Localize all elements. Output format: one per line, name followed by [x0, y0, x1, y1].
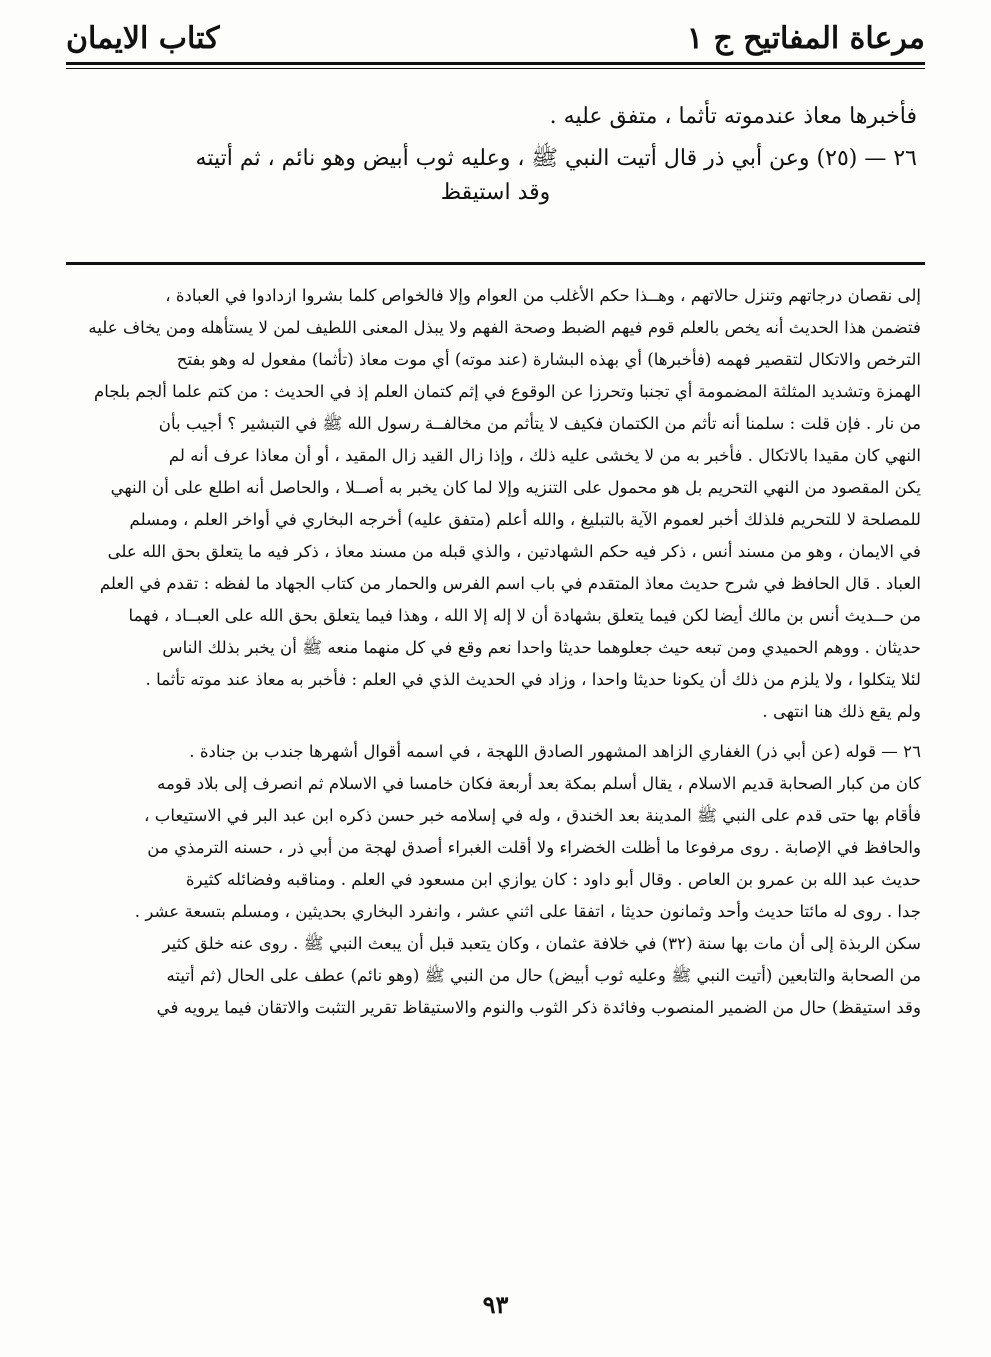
commentary-line: والحافظ في الإصابة . روى مرفوعا ما أظلت الخضراء ولا أقلت الغبراء أصدق لهجة من أبي ذر ، حسنه الترمذي من [147, 838, 921, 857]
commentary-line: كان من كبار الصحابة قديم الاسلام ، يقال أسلم بمكة بعد أربعة فكان خامسا في الاسلام ثم انصرف إلى بلاد قومه [157, 774, 921, 793]
commentary-line: حديثان . ووهم الحميدي ومن تبعه حيث جعلوهما حديثا واحدا نعم وقع في كل منهما منعه ﷺ أن يخبر بذلك الناس [162, 638, 921, 657]
book-title: مرعاة المفاتيح ج ١ [686, 20, 925, 56]
commentary-line: يكن المقصود من النهي التحريم بل هو محمول على التنزيه وإلا لما كان يخبر به أصــلا ، والحاصل أنه اطلع على أن النهي [110, 478, 921, 497]
commentary-line: وقد استيقظ) حال من الضمير المنصوب وفائدة ذكر الثوب والنوم والاستيقاظ تقرير التثبت والاتقان فيما يرويه في [156, 998, 921, 1017]
hadith-line-3: وقد استيقظ [440, 180, 551, 205]
commentary-line: الترخص والاتكال لتقصير فهمه (فأخبرها) أي بهذه البشارة (عند موته) أي موت معاذ (تأثما) مفعول له وهو بفتح [176, 350, 921, 369]
section-divider [66, 262, 925, 265]
commentary-line: إلى نقصان درجاتهم وتنزل حالاتهم ، وهــذا حكم الأغلب من العوام وإلا فالخواص كلما بشروا ازدادوا في العبادة ، [165, 286, 921, 305]
hadith-line-1: فأخبرها معاذ عندموته تأثما ، متفق عليه . [549, 104, 917, 129]
hadith-text [74, 100, 917, 218]
commentary-line: حديث عبد الله بن عمرو بن العاص . وقال أبو داود : كان يوازي ابن مسعود في العلم . ومناقبه وفضائله كثيرة [185, 870, 921, 889]
commentary-line: ولم يقع ذلك هنا انتهى . [762, 702, 921, 721]
commentary-line: لئلا يتكلوا ، ولا يلزم من ذلك أن يكونا حديثا واحدا ، وزاد في الحديث الذي في العلم : فأخبر به معاذ عند موته تأثما . [145, 670, 921, 689]
commentary-line: في الايمان ، وهو من مسند أنس ، ذكر فيه حكم الشهادتين ، والذي قبله من مسند معاذ ، ذكر فيه ما يتعلق بحق الله على [107, 542, 921, 561]
commentary-line: النهي كان مقيدا بالاتكال . فأخبر به من لا يخشى عليه ذلك ، وإذا زال القيد زال المقيد ، أو أن معاذا عرف أنه لم [168, 446, 921, 465]
commentary-line: من حــديث أنس بن مالك أيضا لكن فيما يتعلق بشهادة أن لا إله إلا الله ، وهذا فيما يتعلق بحق الله على العبــاد ، فهما [128, 606, 921, 625]
commentary-line: فتضمن هذا الحديث أنه يخص بالعلم قوم فيهم الضبط وصحة الفهم ولا يبذل المعنى اللطيف لمن لا يستأهله ومن يخاف عليه [88, 318, 921, 337]
commentary-line: سكن الربذة إلى أن مات بها سنة (٣٢) في خلافة عثمان ، وكان يتعبد قبل أن يبعث النبي ﷺ . روى عنه خلق كثير [162, 934, 921, 953]
hadith-line-2: ٢٦ — (٢٥) وعن أبي ذر قال أتيت النبي ﷺ ، وعليه ثوب أبيض وهو نائم ، ثم أتيته [195, 146, 917, 171]
commentary-line: من نار . فإن قلت : سلمنا أنه تأثم من الكتمان فكيف لا يتأثم من مخالفــة رسول الله ﷺ في التبشير ؟ أجيب بأن [158, 414, 921, 433]
running-header [66, 18, 925, 58]
commentary-line: فأقام بها حتى قدم على النبي ﷺ المدينة بعد الخندق ، وله في إسلامه خبر حسن ذكره ابن عبد البر في الاستيعاب ، [144, 806, 921, 825]
commentary-line: جدا . روى له مائتا حديث وأحد وثمانون حديثا ، اتفقا على اثني عشر ، وانفرد البخاري بحديثين ، ومسلم بتسعة عشر . [134, 902, 921, 921]
commentary-paragraph-1 [70, 280, 921, 728]
page-number: ٩٣ [482, 1290, 509, 1319]
commentary-paragraph-2 [70, 736, 921, 1024]
commentary-line: من الصحابة والتابعين (أتيت النبي ﷺ وعليه ثوب أبيض) حال من النبي ﷺ (وهو نائم) عطف على الحال (ثم أتيته [166, 966, 921, 985]
commentary-line: للمصلحة لا للتحريم فلذلك أخبر لعموم الآية بالتبليغ ، والله أعلم (متفق عليه) أخرجه البخاري في أواخر العلم ، ومسلم [129, 510, 921, 529]
commentary-line: الهمزة وتشديد المثلثة المضمومة أي تجنبا وتحرزا عن الوقوع في إثم كتمان العلم إذ في الحديث : من كتم علما ألجم بلجام [94, 382, 921, 401]
header-rule [66, 62, 925, 65]
commentary-line: ٢٦ — قوله (عن أبي ذر) الغفاري الزاهد المشهور الصادق اللهجة ، في اسمه أقوال أشهرها جندب بن جنادة . [189, 742, 921, 761]
commentary [70, 280, 921, 1024]
chapter-title: كتاب الايمان [66, 20, 220, 56]
header-rule-thin [66, 68, 925, 69]
commentary-line: العباد . قال الحافظ في شرح حديث معاذ المتقدم في باب اسم الفرس والحمار من كتاب الجهاد ما لفظه : تقدم في العلم [99, 574, 921, 593]
